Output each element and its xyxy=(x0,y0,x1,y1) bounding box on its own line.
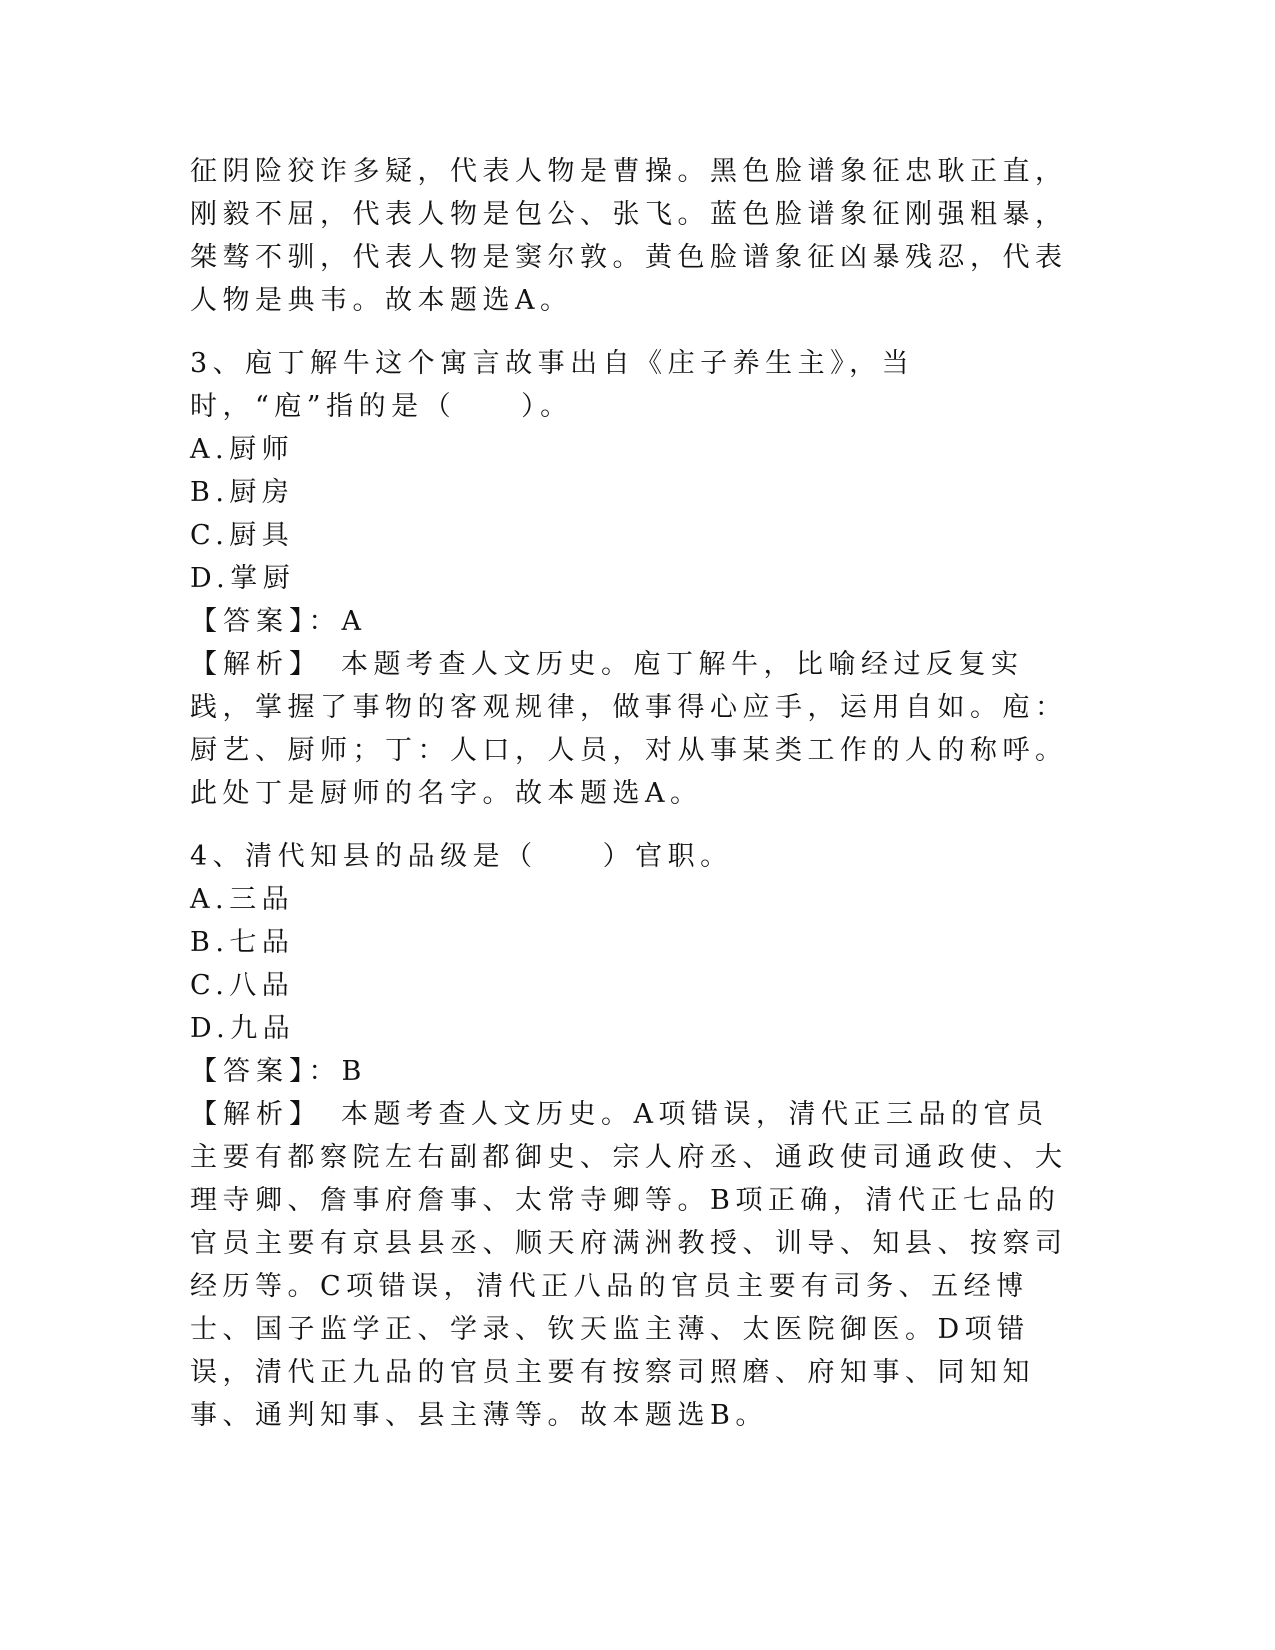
spacer xyxy=(190,815,1070,835)
q4-option-c: C.八品 xyxy=(190,970,295,1001)
q3-answer-label: 【答案】： xyxy=(190,606,342,637)
q4-option-b: B.七品 xyxy=(190,927,295,958)
q4-analysis-text: 本题考查人文历史。A项错误，清代正三品的官员主要有都察院左右副都御史、宗人府丞、通政使司通政使、大理寺卿、詹事府詹事、太常寺卿等。B项正确，清代正七品的官员主要有京县县丞、顺天府满洲教授、训导、知县、按察司经历等。C项错误，清代正八品的官员主要有司务、五经博士、国子监学正、学录、钦天监主薄、太医院御医。D项错误，清代正九品的官员主要有按察司照磨、府知事、同知知事、通判知事、县主薄等。故本题选B。 xyxy=(190,1099,1068,1431)
q4-option-d: D.九品 xyxy=(190,1013,296,1044)
q3-question: 3、庖丁解牛这个寓言故事出自《庄子养生主》，当时，“庖”指的是（ ）。 xyxy=(190,348,915,422)
q3-analysis xyxy=(190,643,1070,815)
q4-answer-value: B xyxy=(341,1056,367,1087)
q3-option-d: D.掌厨 xyxy=(190,563,296,594)
q3-answer xyxy=(190,600,1070,643)
q3-answer-value: A xyxy=(341,606,367,637)
q4-answer xyxy=(190,1050,1070,1093)
document-content xyxy=(190,150,1070,1437)
q4-analysis xyxy=(190,1093,1070,1437)
q3-option-b: B.厨房 xyxy=(190,477,295,508)
q4-option-a: A.三品 xyxy=(190,884,295,915)
q2-explanation-tail: 征阴险狡诈多疑，代表人物是曹操。黑色脸谱象征忠耿正直，刚毅不屈，代表人物是包公、张飞。蓝色脸谱象征刚强粗暴，桀骜不驯，代表人物是窦尔敦。黄色脸谱象征凶暴残忍，代表人物是典韦。故本题选A。 xyxy=(190,156,1068,316)
q3-analysis-text: 本题考查人文历史。庖丁解牛，比喻经过反复实践，掌握了事物的客观规律，做事得心应手，运用自如。庖：厨艺、厨师；丁：人口，人员，对从事某类工作的人的称呼。此处丁是厨师的名字。故本题选A。 xyxy=(190,649,1068,809)
spacer xyxy=(190,322,1070,342)
q3-analysis-label: 【解析】 xyxy=(190,649,309,680)
q4-analysis-label: 【解析】 xyxy=(190,1099,309,1130)
q3-option-c: C.厨具 xyxy=(190,520,295,551)
q4-question: 4、清代知县的品级是（ ）官职。 xyxy=(190,841,733,872)
q4-answer-label: 【答案】： xyxy=(190,1056,342,1087)
q3-option-a: A.厨师 xyxy=(190,434,295,465)
